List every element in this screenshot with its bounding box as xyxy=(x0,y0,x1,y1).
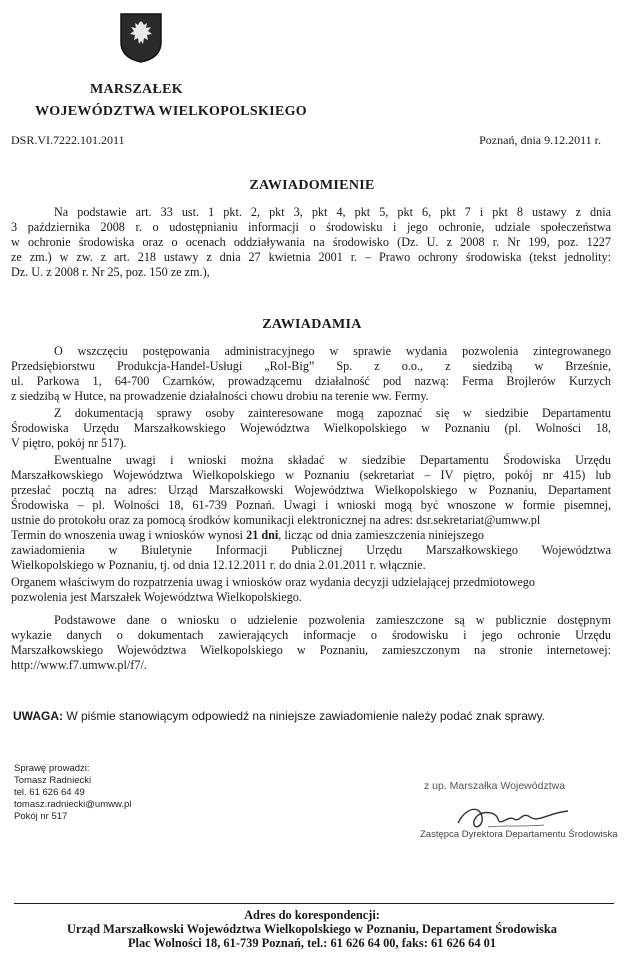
body-line: Podstawowe dane o wniosku o udzielenie pozwolenia zamieszczone są w publicznie dostępnym xyxy=(54,613,611,627)
body-line: pozwolenia jest Marszałek Województwa Wielkopolskiego. xyxy=(11,590,302,604)
body-line: z siedzibą w Hutce, na prowadzenie działalności chowu drobiu na terenie ww. Fermy. xyxy=(11,389,429,403)
body-line-deadline xyxy=(11,528,484,543)
contact-heading: Sprawę prowadzi: xyxy=(14,763,90,774)
footer-divider xyxy=(14,903,614,904)
body-line: O wszczęciu postępowania administracyjnego w sprawie wydania pozwolenia zintegrowanego xyxy=(54,344,611,358)
contact-name: Tomasz Radniecki xyxy=(14,775,92,786)
deadline-rest: , licząc od dnia zamieszczenia niniejszego xyxy=(278,528,485,542)
place-date: Poznań, dnia 9.12.2011 r. xyxy=(479,133,601,147)
document-title: ZAWIADOMIENIE xyxy=(249,178,375,193)
footer-office: Urząd Marszałkowski Województwa Wielkopolskiego w Poznaniu, Departament Środowiska xyxy=(67,922,557,936)
intro-line: Na podstawie art. 33 ust. 1 pkt. 2, pkt 3, pkt 4, pkt 5, pkt 6, pkt 7 i pkt 8 ustawy z dnia xyxy=(54,205,611,219)
footer-address: Plac Wolności 18, 61-739 Poznań, tel.: 61 626 64 00, faks: 61 626 64 01 xyxy=(127,936,497,950)
contact-room: Pokój nr 517 xyxy=(14,811,68,822)
intro-line: w ochronie środowiska oraz o ocenach oddziaływania na środowisko (Dz. U. z 2008 r. Nr 199, poz. 1227 xyxy=(11,235,611,249)
intro-line: 3 października 2008 r. o udostępnianiu informacji o środowisku i jego ochronie, udziale społeczeństwa xyxy=(11,220,611,234)
body-line: Marszałkowskiego Województwa Wielkopolskiego w Poznaniu, zamieszczonym na stronie internetowej: xyxy=(11,643,611,657)
contact-block xyxy=(14,763,131,823)
body-line: Środowiska Urzędu Marszałkowskiego Województwa Wielkopolskiego w Poznaniu (pl. Wolności 18, xyxy=(11,421,611,435)
contact-phone: tel. 61 626 64 49 xyxy=(14,787,85,798)
deadline-days: 21 dni xyxy=(246,528,279,542)
signature-authority: z up. Marszałka Województwa xyxy=(424,780,566,792)
eagle-emblem-icon xyxy=(119,12,163,64)
body-line: Wielkopolskiego w Poznaniu, tj. od dnia 12.12.2011 r. do dnia 2.01.2011 r. włącznie. xyxy=(11,558,426,572)
intro-line: Dz. U. z 2008 r. Nr 25, poz. 150 ze zm.), xyxy=(11,265,210,279)
body-line: ul. Parkowa 1, 64-700 Czarnków, prowadzącemu działalność pod nazwą: Ferma Brojlerów Kurzych xyxy=(11,374,611,388)
body-line: Z dokumentacją sprawy osoby zainteresowane mogą zapoznać się w siedzibie Departamentu xyxy=(54,406,611,420)
body-line: V piętro, pokój nr 517). xyxy=(11,436,127,450)
body-line: przesłać pocztą na adres: Urząd Marszałkowski Województwa Wielkopolskiego w Poznaniu, Departament xyxy=(11,483,611,497)
notice xyxy=(13,709,545,723)
body-line: Środowiska – pl. Wolności 18, 61-739 Poznań. Uwagi i wnioski mogą być wnoszone w formie pisemnej, xyxy=(11,498,611,512)
body-line: Marszałkowskiego Województwa Wielkopolskiego w Poznaniu (sekretariat – IV piętro, pokój nr 415) lub xyxy=(11,468,611,482)
notice-label: UWAGA: xyxy=(13,709,63,723)
body-line: Ewentualne uwagi i wnioski można składać w siedzibie Departamentu Środowiska Urzędu xyxy=(54,453,611,467)
notice-text: W piśmie stanowiącym odpowiedź na niniejsze zawiadomienie należy podać znak sprawy. xyxy=(66,709,546,723)
body-line: ustnie do protokołu oraz za pomocą środków komunikacji elektronicznej na adres: dsr.sekretariat@umww.pl xyxy=(11,513,541,527)
body-line: Przedsiębiorstwu Produkcja-Handel-Usługi „Rol-Big” Sp. z o.o., z siedzibą w Brześnie, xyxy=(11,359,611,373)
footer-heading: Adres do korespondencji: xyxy=(244,908,380,922)
body-line: wykazie danych o dokumentach zawierających informacje o środowisku i jego ochronie Urzędu xyxy=(11,628,611,642)
issuer-title: MARSZAŁEK xyxy=(90,82,183,97)
deadline-text: Termin do wnoszenia uwag i wniosków wynosi xyxy=(11,528,244,542)
intro-line: ze zm.) w zw. z art. 218 ustawy z dnia 27 kwietnia 2001 r. – Prawo ochrony środowiska (tekst jednolity: xyxy=(11,250,611,264)
website-link[interactable]: http://www.f7.umww.pl/f7/. xyxy=(11,658,147,672)
signature-title: Zastępca Dyrektora Departamentu Środowiska xyxy=(420,829,618,840)
issuer-subtitle: WOJEWÓDZTWA WIELKOPOLSKIEGO xyxy=(35,104,307,119)
body-line: zawiadomienia w Biuletynie Informacji Publicznej Urzędu Marszałkowskiego Województwa xyxy=(11,543,611,557)
body-line: Organem właściwym do rozpatrzenia uwag i wniosków oraz wydania decyzji udzielającej przedmiotowego xyxy=(11,575,535,589)
reference-number: DSR.VI.7222.101.2011 xyxy=(11,133,125,147)
section-title: ZAWIADAMIA xyxy=(262,317,362,332)
contact-email[interactable]: tomasz.radniecki@umww.pl xyxy=(14,799,132,810)
